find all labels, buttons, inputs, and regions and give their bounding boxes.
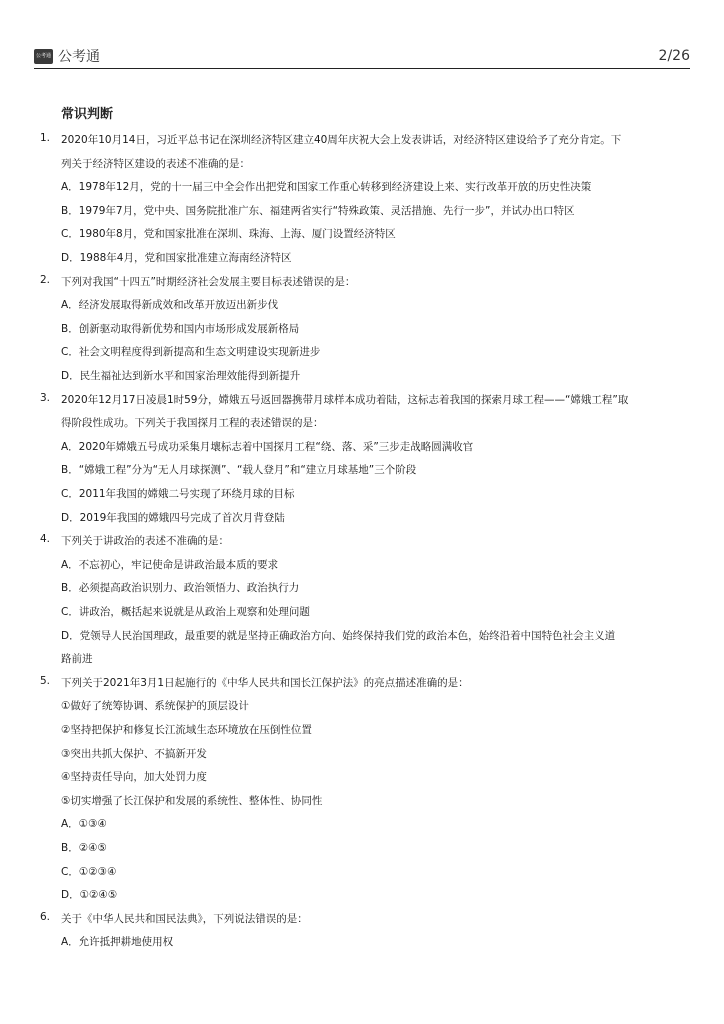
- answer-option: D．①②④⑤: [61, 889, 118, 902]
- answer-option: D．党领导人民治国理政，最重要的就是坚持正确政治方向、始终保持我们党的政治本色，始终沿着中国特色社会主义道: [61, 629, 616, 642]
- answer-option: C．1980年8月，党和国家批准在深圳、珠海、上海、厦门设置经济特区: [61, 228, 396, 241]
- page-header: [34, 44, 690, 69]
- answer-option: A．经济发展取得新成效和改革开放迈出新步伐: [61, 299, 279, 312]
- answer-option: D．1988年4月，党和国家批准建立海南经济特区: [61, 252, 292, 264]
- question-stem: 下列对我国“十四五”时期经济社会发展主要目标表述错误的是：: [61, 275, 356, 288]
- answer-option: A．①③④: [61, 818, 107, 831]
- question-number: 5.: [40, 674, 51, 687]
- answer-option: C．2011年我国的嫦娥二号实现了环绕月球的目标: [61, 488, 295, 500]
- page-number: 2/26: [658, 48, 690, 64]
- answer-option: A．允许抵押耕地使用权: [61, 936, 174, 949]
- answer-option: ①做好了统筹协调、系统保护的顶层设计: [61, 700, 249, 713]
- question-stem: 得阶段性成功。下列关于我国探月工程的表述错误的是：: [61, 417, 324, 430]
- answer-option: C．讲政治，概括起来说就是从政治上观察和处理问题: [61, 606, 310, 618]
- question-stem: 下列关于讲政治的表述不准确的是：: [61, 535, 229, 548]
- question-number: 4.: [40, 533, 51, 546]
- answer-option: ②坚持把保护和修复长江流域生态环境放在压倒性位置: [61, 724, 312, 736]
- answer-option: D．2019年我国的嫦娥四号完成了首次月背登陆: [61, 511, 285, 524]
- answer-option: C．社会文明程度得到新提高和生态文明建设实现新进步: [61, 346, 321, 359]
- answer-option: ④坚持责任导向，加大处罚力度: [61, 771, 207, 784]
- answer-option: ③突出共抓大保护、不搞新开发: [61, 747, 207, 760]
- logo: [34, 46, 100, 66]
- answer-option: A．不忘初心，牢记使命是讲政治最本质的要求: [61, 558, 279, 571]
- logo-text: 公考通: [58, 49, 100, 65]
- answer-option: 路前进: [61, 653, 93, 666]
- question-stem: 2020年12月17日凌晨1时59分，嫦娥五号返回器携带月球样本成功着陆，这标志着我国的探索月球工程——“嫦娥工程”取: [61, 393, 629, 406]
- answer-option: B．1979年7月，党中央、国务院批准广东、福建两省实行“特殊政策、灵活措施、先行一步”，并试办出口特区: [61, 204, 575, 217]
- answer-option: A．1978年12月，党的十一届三中全会作出把党和国家工作重心转移到经济建设上来、实行改革开放的历史性决策: [61, 181, 592, 194]
- question-number: 2.: [40, 273, 51, 286]
- question-stem: 下列关于2021年3月1日起施行的《中华人民共和国长江保护法》的亮点描述准确的是：: [61, 676, 469, 689]
- question-number: 1.: [40, 132, 51, 144]
- answer-option: B．“嫦娥工程”分为“无人月球探测”、“载人登月”和“建立月球基地”三个阶段: [61, 464, 417, 477]
- logo-icon: 公考通: [34, 49, 53, 64]
- answer-option: B．②④⑤: [61, 842, 107, 854]
- answer-option: ⑤切实增强了长江保护和发展的系统性、整体性、协同性: [61, 794, 323, 807]
- answer-option: C．①②③④: [61, 865, 117, 878]
- question-number: 6.: [40, 910, 51, 923]
- answer-option: A．2020年嫦娥五号成功采集月壤标志着中国探月工程“绕、落、采”三步走战略圆满收官: [61, 440, 474, 453]
- question-stem: 2020年10月14日，习近平总书记在深圳经济特区建立40周年庆祝大会上发表讲话，对经济特区建设给予了充分肯定。下: [61, 134, 622, 146]
- answer-option: D．民生福祉达到新水平和国家治理效能得到新提升: [61, 370, 301, 382]
- answer-option: B．创新驱动取得新优势和国内市场形成发展新格局: [61, 322, 300, 335]
- question-stem: 列关于经济特区建设的表述不准确的是：: [61, 157, 250, 170]
- section-title: 常识判断: [61, 107, 114, 122]
- question-number: 3.: [40, 391, 51, 404]
- question-stem: 关于《中华人民共和国民法典》，下列说法错误的是：: [61, 912, 308, 925]
- answer-option: B．必须提高政治识别力、政治领悟力、政治执行力: [61, 582, 300, 595]
